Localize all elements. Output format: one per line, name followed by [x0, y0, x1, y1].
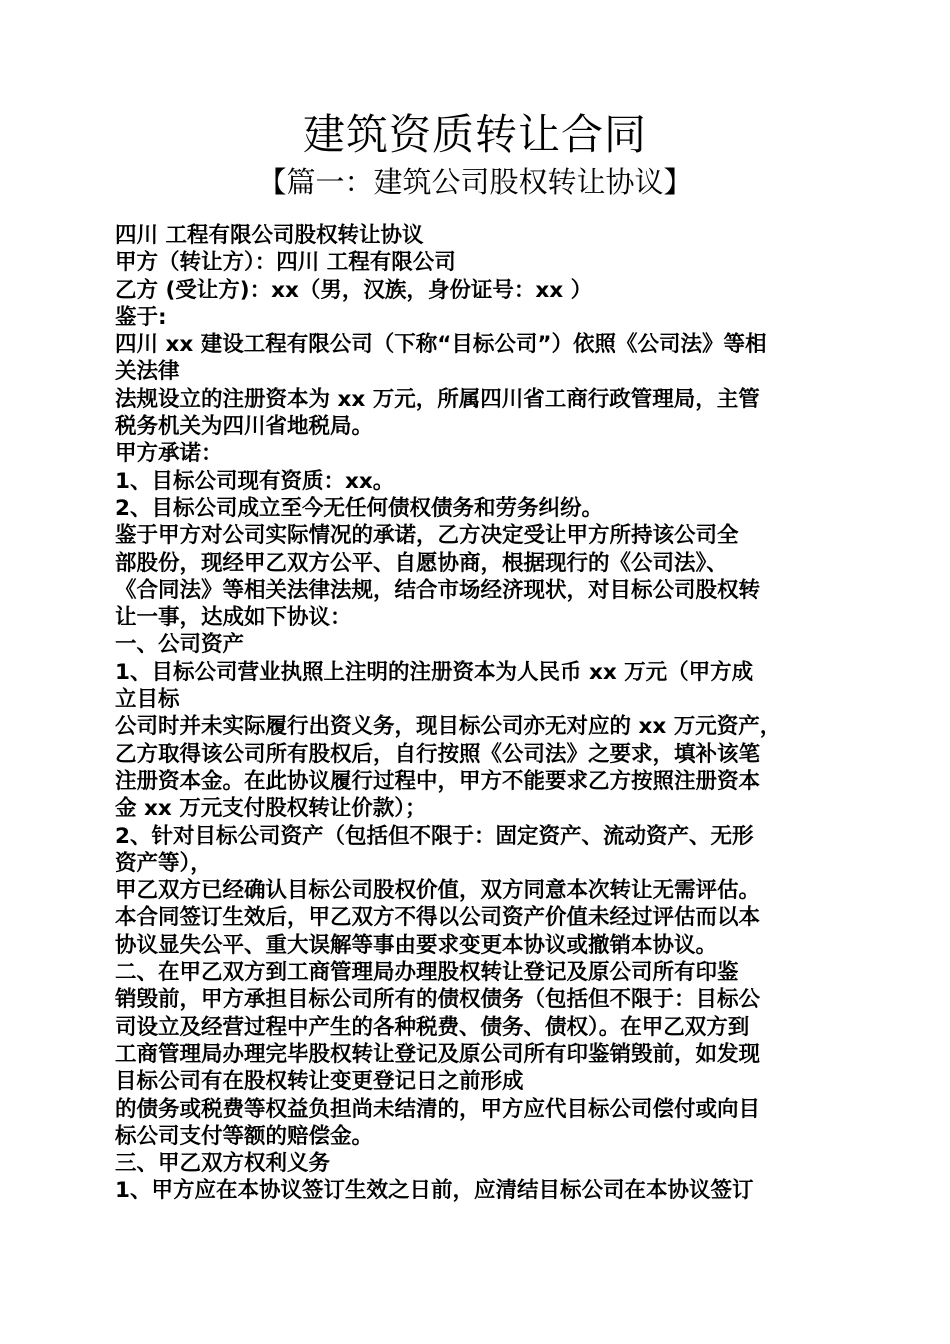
paragraph-line: 三、甲乙双方权利义务: [115, 1151, 331, 1177]
paragraph-line: 销毁前，甲方承担目标公司所有的债权债务（包括但不限于：目标公: [115, 987, 761, 1013]
paragraph-line: 目标公司有在股权转让变更登记日之前形成: [115, 1069, 524, 1095]
document-page: [115, 110, 835, 1205]
paragraph-line: 立目标: [115, 687, 180, 713]
paragraph-line: 四川 xx 建设工程有限公司（下称“目标公司”）依照《公司法》等相: [115, 332, 767, 358]
document-title: 建筑资质转让合同: [302, 110, 647, 159]
paragraph-line: 甲乙双方已经确认目标公司股权价值，双方同意本次转让无需评估。: [115, 878, 761, 904]
paragraph-line: 工商管理局办理完毕股权转让登记及原公司所有印鉴销毁前，如发现: [115, 1041, 761, 1067]
paragraph-line: 本合同签订生效后，甲乙双方不得以公司资产价值未经过评估而以本: [115, 905, 761, 931]
paragraph-line: 乙方 (受让方)：xx（男，汉族，身份证号：xx ）: [115, 277, 593, 303]
paragraph-line: 公司时并未实际履行出资义务，现目标公司亦无对应的 xx 万元资产，: [115, 714, 782, 740]
paragraph-line: 协议显失公平、重大误解等事由要求变更本协议或撤销本协议。: [115, 932, 718, 958]
paragraph-line: 让一事，达成如下协议：: [115, 605, 352, 631]
paragraph-line: 金 xx 万元支付股权转让价款）；: [115, 796, 427, 822]
paragraph-line: 标公司支付等额的赔偿金。: [115, 1123, 374, 1149]
paragraph-line: 资产等），: [115, 850, 212, 876]
paragraph-line: 一、公司资产: [115, 632, 245, 658]
paragraph-line: 2、针对目标公司资产（包括但不限于：固定资产、流动资产、无形: [115, 823, 754, 849]
paragraph-line: 1、目标公司营业执照上注明的注册资本为人民币 xx 万元（甲方成: [115, 659, 754, 685]
paragraph-line: 1、甲方应在本协议签订生效之日前，应清结目标公司在本协议签订: [115, 1178, 754, 1204]
paragraph-line: 甲方（转让方）：四川 工程有限公司: [115, 250, 456, 276]
document-body: [115, 222, 835, 1205]
paragraph-line: 司设立及经营过程中产生的各种税费、债务、债权）。在甲乙双方到: [115, 1014, 750, 1040]
paragraph-line: 二、在甲乙双方到工商管理局办理股权转让登记及原公司所有印鉴: [115, 960, 739, 986]
paragraph-line: 法规设立的注册资本为 xx 万元，所属四川省工商行政管理局，主管: [115, 386, 760, 412]
paragraph-line: 鉴于:: [115, 304, 167, 330]
paragraph-line: 1、目标公司现有资质：xx。: [115, 468, 395, 494]
paragraph-line: 鉴于甲方对公司实际情况的承诺，乙方决定受让甲方所持该公司全: [115, 523, 739, 549]
paragraph-line: 税务机关为四川省地税局。: [115, 414, 374, 440]
paragraph-line: 关法律: [115, 359, 180, 385]
paragraph-line: 的债务或税费等权益负担尚未结清的，甲方应代目标公司偿付或向目: [115, 1096, 761, 1122]
paragraph-line: 2、目标公司成立至今无任何债权债务和劳务纠纷。: [115, 495, 603, 521]
document-subtitle: 【篇一：建筑公司股权转让协议】: [257, 165, 693, 199]
paragraph-line: 注册资本金。在此协议履行过程中，甲方不能要求乙方按照注册资本: [115, 768, 761, 794]
paragraph-line: 部股份，现经甲乙双方公平、自愿协商，根据现行的《公司法》、: [115, 550, 728, 576]
paragraph-line: 乙方取得该公司所有股权后，自行按照《公司法》之要求，填补该笔: [115, 741, 761, 767]
paragraph-line: 四川 工程有限公司股权转让协议: [115, 223, 424, 248]
paragraph-line: 《合同法》等相关法律法规，结合市场经济现状，对目标公司股权转: [115, 577, 761, 603]
paragraph-line: 甲方承诺：: [115, 441, 223, 467]
